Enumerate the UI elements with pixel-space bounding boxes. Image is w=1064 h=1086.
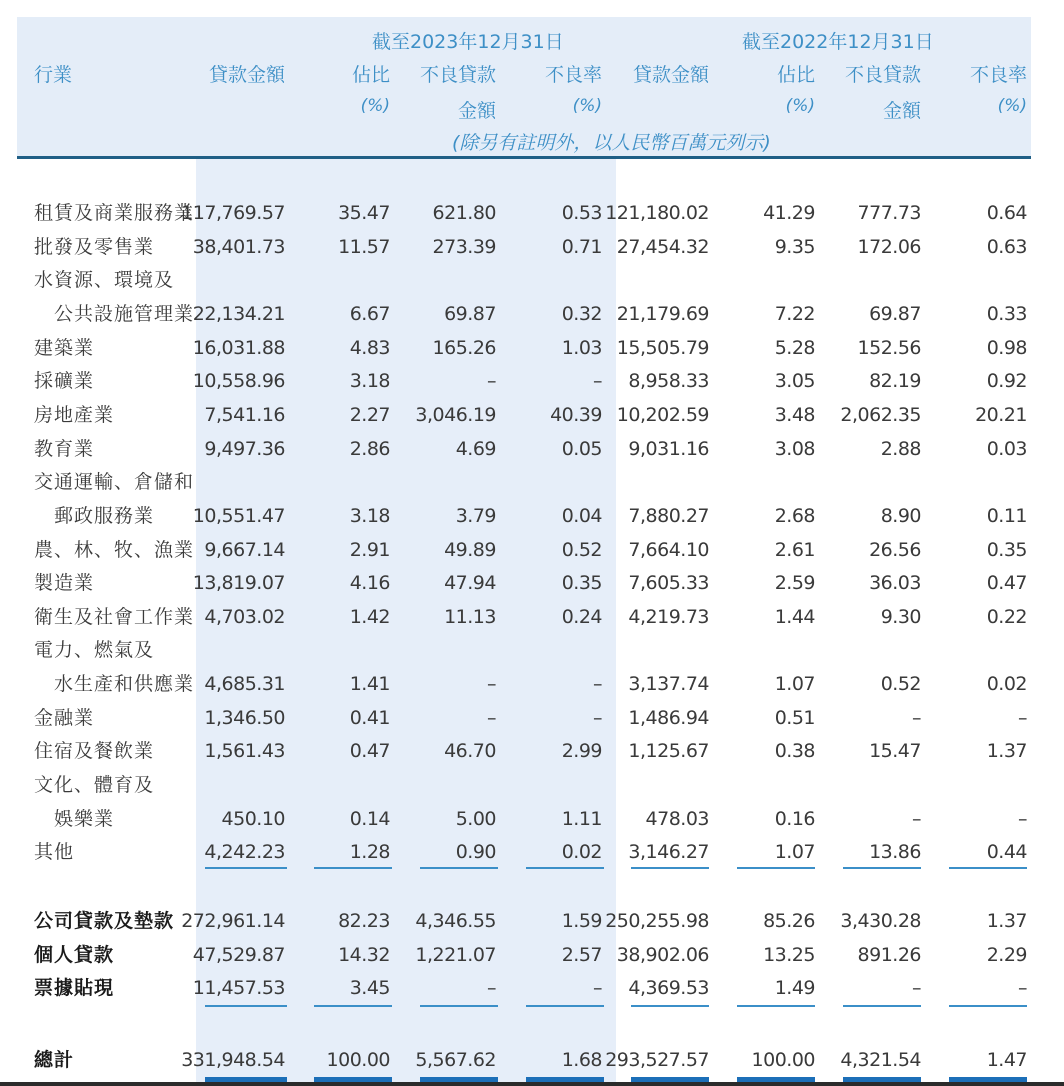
summary-row <box>0 939 1064 971</box>
row-value: 0.02 <box>986 673 1027 695</box>
subtotal-line <box>420 867 498 869</box>
row-value: 4,703.02 <box>204 606 285 628</box>
row-value: 293,527.57 <box>605 1049 709 1071</box>
row-value: 152.56 <box>857 337 921 359</box>
row-label: 租賃及商業服務業 <box>34 202 195 224</box>
row-label: 其他 <box>34 841 75 863</box>
row-value: 777.73 <box>857 202 921 224</box>
row-value: – <box>487 707 496 729</box>
row-value: 100.00 <box>326 1049 390 1071</box>
row-value: 7,664.10 <box>628 539 709 561</box>
table-row <box>0 332 1064 364</box>
row-value: 1.03 <box>561 337 602 359</box>
row-value: 2.61 <box>774 539 815 561</box>
row-value: 3.45 <box>349 977 390 999</box>
row-value: 0.47 <box>349 740 390 762</box>
row-value: 3.05 <box>774 370 815 392</box>
row-value: 41.29 <box>763 202 815 224</box>
row-value: 1,561.43 <box>204 740 285 762</box>
table-row <box>0 567 1064 599</box>
subtotal-line <box>949 1005 1027 1007</box>
subtotal-line <box>420 1005 498 1007</box>
row-value: 40.39 <box>550 404 602 426</box>
row-value: – <box>487 977 496 999</box>
row-label: 公司貸款及墊款 <box>34 910 175 932</box>
row-value: 0.14 <box>349 808 390 830</box>
row-value: 26.56 <box>869 539 921 561</box>
row-value: 1.41 <box>349 673 390 695</box>
row-value: 2.29 <box>986 944 1027 966</box>
row-label: 衛生及社會工作業 <box>34 606 195 628</box>
row-value: 0.98 <box>986 337 1027 359</box>
header-col-share-2023-unit: (%) <box>360 96 390 116</box>
row-label: 教育業 <box>34 438 95 460</box>
table-row <box>0 735 1064 767</box>
row-value: 0.92 <box>986 370 1027 392</box>
row-value: 3,137.74 <box>628 673 709 695</box>
row-value: 6.67 <box>349 303 390 325</box>
row-value: 1.47 <box>986 1049 1027 1071</box>
row-value: 0.52 <box>880 673 921 695</box>
row-value: 8.90 <box>880 505 921 527</box>
row-value: 0.47 <box>986 572 1027 594</box>
row-value: 5,567.62 <box>415 1049 496 1071</box>
row-value: 621.80 <box>432 202 496 224</box>
row-value: 0.16 <box>774 808 815 830</box>
table-row <box>0 500 1064 532</box>
row-value: 0.71 <box>561 236 602 258</box>
row-value: 1.42 <box>349 606 390 628</box>
row-value: – <box>487 673 496 695</box>
row-value: 13.25 <box>763 944 815 966</box>
row-value: – <box>1018 808 1027 830</box>
header-col-nplratio-2023-unit: (%) <box>572 96 602 116</box>
subtotal-line <box>737 867 815 869</box>
row-value: 46.70 <box>444 740 496 762</box>
row-value: 7,605.33 <box>628 572 709 594</box>
table-row <box>0 466 1064 498</box>
row-value: 0.51 <box>774 707 815 729</box>
row-value: 4,242.23 <box>204 841 285 863</box>
row-value: 1.37 <box>986 910 1027 932</box>
row-value: 38,902.06 <box>616 944 709 966</box>
row-value: 3,430.28 <box>840 910 921 932</box>
row-value: 9.35 <box>774 236 815 258</box>
row-value: 1.49 <box>774 977 815 999</box>
row-value: 273.39 <box>432 236 496 258</box>
row-value: 7,541.16 <box>204 404 285 426</box>
row-value: 15.47 <box>869 740 921 762</box>
row-value: 49.89 <box>444 539 496 561</box>
subtotal-line <box>526 1005 604 1007</box>
row-value: 2.91 <box>349 539 390 561</box>
table-row <box>0 264 1064 296</box>
row-value: 9,667.14 <box>204 539 285 561</box>
table-row <box>0 601 1064 633</box>
header-period-2023: 截至2023年12月31日 <box>372 31 564 53</box>
row-label: 製造業 <box>34 572 95 594</box>
subtotal-line <box>314 1005 392 1007</box>
subtotal-line <box>843 1005 921 1007</box>
row-value: 117,769.57 <box>181 202 285 224</box>
row-value: 1.59 <box>561 910 602 932</box>
row-value: 1,486.94 <box>628 707 709 729</box>
row-value: 8,958.33 <box>628 370 709 392</box>
row-value: 0.24 <box>561 606 602 628</box>
row-value: 10,551.47 <box>192 505 285 527</box>
row-value: 9,031.16 <box>628 438 709 460</box>
row-value: 1.68 <box>561 1049 602 1071</box>
table-row <box>0 836 1064 868</box>
table-row <box>0 365 1064 397</box>
row-value: 82.19 <box>869 370 921 392</box>
row-value: 11,457.53 <box>192 977 285 999</box>
row-value: 4.16 <box>349 572 390 594</box>
row-value: 14.32 <box>338 944 390 966</box>
row-value: 16,031.88 <box>192 337 285 359</box>
row-value: 4,219.73 <box>628 606 709 628</box>
row-value: 38,401.73 <box>192 236 285 258</box>
table-row <box>0 534 1064 566</box>
row-label: 文化、體育及 <box>34 774 155 796</box>
row-value: 0.64 <box>986 202 1027 224</box>
header-col-loan-2023: 貸款金額 <box>208 64 285 86</box>
subtotal-line <box>205 867 287 869</box>
row-value: 7,880.27 <box>628 505 709 527</box>
row-value: 0.22 <box>986 606 1027 628</box>
row-value: 3.18 <box>349 505 390 527</box>
row-value: 0.32 <box>561 303 602 325</box>
row-label: 個人貸款 <box>34 944 115 966</box>
row-value: 9,497.36 <box>204 438 285 460</box>
row-value: 1,346.50 <box>204 707 285 729</box>
row-label: 水資源、環境及 <box>34 269 175 291</box>
row-value: 2.99 <box>561 740 602 762</box>
row-value: 891.26 <box>857 944 921 966</box>
row-label: 農、林、牧、漁業 <box>34 539 195 561</box>
subtotal-line <box>631 1005 709 1007</box>
row-value: 4,346.55 <box>415 910 496 932</box>
header-col-share-2022: 佔比 <box>776 64 815 86</box>
row-value: 10,202.59 <box>616 404 709 426</box>
subtotal-line <box>314 867 392 869</box>
row-value: 478.03 <box>645 808 709 830</box>
row-value: 0.05 <box>561 438 602 460</box>
row-value: 0.03 <box>986 438 1027 460</box>
row-value: – <box>912 808 921 830</box>
row-value: 1.07 <box>774 841 815 863</box>
row-value: 0.35 <box>561 572 602 594</box>
row-value: 5.28 <box>774 337 815 359</box>
header-col-loan-2022: 貸款金額 <box>632 64 709 86</box>
row-value: 4,369.53 <box>628 977 709 999</box>
row-value: 7.22 <box>774 303 815 325</box>
row-value: 4,321.54 <box>840 1049 921 1071</box>
row-value: 121,180.02 <box>605 202 709 224</box>
row-value: 47.94 <box>444 572 496 594</box>
table-row <box>0 197 1064 229</box>
row-value: 2.68 <box>774 505 815 527</box>
row-value: 1,125.67 <box>628 740 709 762</box>
header-col-share-2022-unit: (%) <box>785 96 815 116</box>
header-col-npl-2023: 不良貸款 <box>419 64 496 86</box>
row-value: 13.86 <box>869 841 921 863</box>
row-value: 11.13 <box>444 606 496 628</box>
row-value: 2.57 <box>561 944 602 966</box>
bottom-edge <box>0 1082 1064 1086</box>
row-value: – <box>487 370 496 392</box>
row-value: 10,558.96 <box>192 370 285 392</box>
row-value: 250,255.98 <box>605 910 709 932</box>
row-value: 272,961.14 <box>181 910 285 932</box>
row-value: 0.11 <box>986 505 1027 527</box>
header-col-npl-2023-line2: 金額 <box>457 100 496 122</box>
row-label: 電力、燃氣及 <box>34 639 155 661</box>
row-value: 0.41 <box>349 707 390 729</box>
row-value: – <box>1018 977 1027 999</box>
row-value: 3.18 <box>349 370 390 392</box>
row-value: 20.21 <box>975 404 1027 426</box>
table-row <box>0 433 1064 465</box>
subtotal-line <box>843 867 921 869</box>
header-col-npl-2022-line2: 金額 <box>882 100 921 122</box>
row-value: 47,529.87 <box>192 944 285 966</box>
row-value: 3.79 <box>455 505 496 527</box>
row-value: 0.52 <box>561 539 602 561</box>
subtotal-line <box>526 867 604 869</box>
header-col-share-2023: 佔比 <box>351 64 390 86</box>
row-value: 0.33 <box>986 303 1027 325</box>
row-value: 3,146.27 <box>628 841 709 863</box>
row-value: – <box>593 673 602 695</box>
row-value: 2,062.35 <box>840 404 921 426</box>
row-value: 0.90 <box>455 841 496 863</box>
row-value: 22,134.21 <box>192 303 285 325</box>
row-value: 69.87 <box>869 303 921 325</box>
row-value: – <box>593 707 602 729</box>
row-value: 36.03 <box>869 572 921 594</box>
subtotal-line <box>205 1005 287 1007</box>
row-value: – <box>912 707 921 729</box>
row-label: 公共設施管理業 <box>54 303 195 325</box>
row-label: 批發及零售業 <box>34 236 155 258</box>
row-label: 建築業 <box>34 337 95 359</box>
row-value: 2.88 <box>880 438 921 460</box>
summary-row <box>0 905 1064 937</box>
header-unit-note: (除另有註明外，以人民幣百萬元列示) <box>452 132 771 154</box>
row-label: 票據貼現 <box>34 977 115 999</box>
table-row <box>0 668 1064 700</box>
table-row <box>0 231 1064 263</box>
row-value: 0.38 <box>774 740 815 762</box>
row-value: 1.07 <box>774 673 815 695</box>
row-label: 房地產業 <box>34 404 115 426</box>
row-value: 4.69 <box>455 438 496 460</box>
row-label: 交通運輸、倉儲和 <box>34 471 195 493</box>
row-value: – <box>1018 707 1027 729</box>
row-label: 採礦業 <box>34 370 95 392</box>
row-value: 1.28 <box>349 841 390 863</box>
header-col-nplratio-2022-unit: (%) <box>997 96 1027 116</box>
header-col-nplratio-2022: 不良率 <box>969 64 1027 86</box>
row-value: 2.59 <box>774 572 815 594</box>
row-value: 100.00 <box>751 1049 815 1071</box>
row-value: 3.08 <box>774 438 815 460</box>
row-value: 0.63 <box>986 236 1027 258</box>
row-value: 3,046.19 <box>415 404 496 426</box>
summary-row <box>0 972 1064 1004</box>
row-value: 21,179.69 <box>616 303 709 325</box>
header-industry: 行業 <box>34 64 73 86</box>
row-value: 0.53 <box>561 202 602 224</box>
row-label: 水生產和供應業 <box>54 673 195 695</box>
row-value: 2.27 <box>349 404 390 426</box>
header-rule <box>17 156 1031 159</box>
row-value: 69.87 <box>444 303 496 325</box>
row-value: 4.83 <box>349 337 390 359</box>
row-value: – <box>593 370 602 392</box>
row-value: 9.30 <box>880 606 921 628</box>
table-row <box>0 298 1064 330</box>
table-row <box>0 399 1064 431</box>
row-label: 總計 <box>34 1049 75 1071</box>
row-value: – <box>912 977 921 999</box>
row-value: 13,819.07 <box>192 572 285 594</box>
row-value: 4,685.31 <box>204 673 285 695</box>
row-label: 住宿及餐飲業 <box>34 740 155 762</box>
row-value: 3.48 <box>774 404 815 426</box>
row-label: 娛樂業 <box>54 808 115 830</box>
row-value: 450.10 <box>221 808 285 830</box>
header-col-npl-2022: 不良貸款 <box>844 64 921 86</box>
header-col-nplratio-2023: 不良率 <box>544 64 602 86</box>
row-value: 172.06 <box>857 236 921 258</box>
row-value: 82.23 <box>338 910 390 932</box>
row-value: 165.26 <box>432 337 496 359</box>
subtotal-line <box>737 1005 815 1007</box>
table-row <box>0 634 1064 666</box>
row-label: 金融業 <box>34 707 95 729</box>
row-value: 0.35 <box>986 539 1027 561</box>
row-value: 1.11 <box>561 808 602 830</box>
row-value: 1,221.07 <box>415 944 496 966</box>
total-row <box>0 1044 1064 1076</box>
row-value: 15,505.79 <box>616 337 709 359</box>
header-period-2022: 截至2022年12月31日 <box>742 31 934 53</box>
row-value: 331,948.54 <box>181 1049 285 1071</box>
row-value: 0.44 <box>986 841 1027 863</box>
row-value: 11.57 <box>338 236 390 258</box>
subtotal-line <box>631 867 709 869</box>
table-row <box>0 769 1064 801</box>
row-value: 0.02 <box>561 841 602 863</box>
row-value: 1.44 <box>774 606 815 628</box>
row-value: 27,454.32 <box>616 236 709 258</box>
row-value: – <box>593 977 602 999</box>
row-value: 5.00 <box>455 808 496 830</box>
table-row <box>0 803 1064 835</box>
subtotal-line <box>949 867 1027 869</box>
row-value: 2.86 <box>349 438 390 460</box>
row-value: 85.26 <box>763 910 815 932</box>
row-label: 郵政服務業 <box>54 505 155 527</box>
row-value: 0.04 <box>561 505 602 527</box>
row-value: 35.47 <box>338 202 390 224</box>
row-value: 1.37 <box>986 740 1027 762</box>
table-row <box>0 702 1064 734</box>
